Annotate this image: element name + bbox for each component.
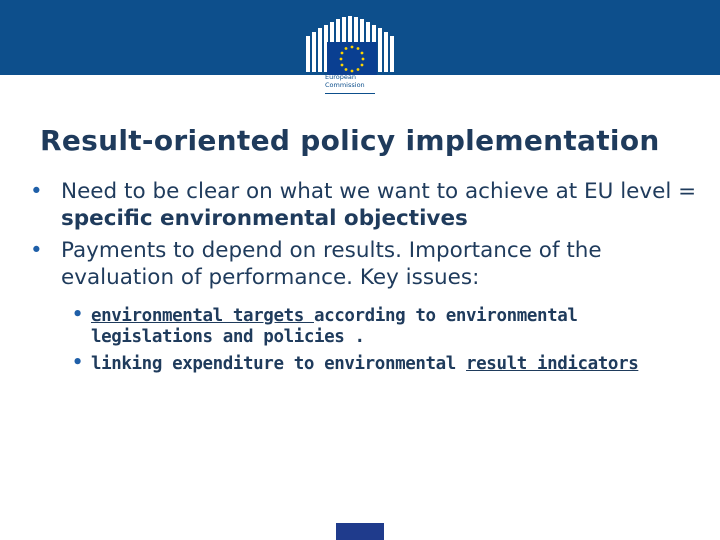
sub-bullet-item [72,354,692,375]
bullet-item [30,178,700,232]
sub-bullet-item [72,306,692,348]
main-bullet-list [30,178,700,296]
bullet-bold-text: specific environmental objectives [61,206,468,231]
bullet-item [30,237,700,291]
bullet-text: Payments to depend on results. Importance of the evaluation of performance. Key issues: [61,238,602,290]
sub-bullet-list [72,306,692,381]
logo-underline [325,93,375,94]
bullet-icon: • [30,238,43,263]
footer-bar [336,523,384,540]
logo-line-1: European [325,73,356,81]
underlined-text: result indicators [466,354,639,374]
sub-bullet-icon: • [72,353,83,373]
sub-bullet-text: according to environmental legislations and policies . [91,306,578,347]
sub-bullet-icon: • [72,305,83,325]
slide-title: Result-oriented policy implementation [40,124,660,157]
bullet-icon: • [30,179,43,204]
underlined-text: environmental targets [91,306,314,326]
bullet-text: Need to be clear on what we want to achieve at EU level = [61,179,697,204]
logo-line-2: Commission [325,80,365,89]
sub-bullet-text: linking expenditure to environmental [91,354,467,374]
logo-caption [325,74,375,89]
